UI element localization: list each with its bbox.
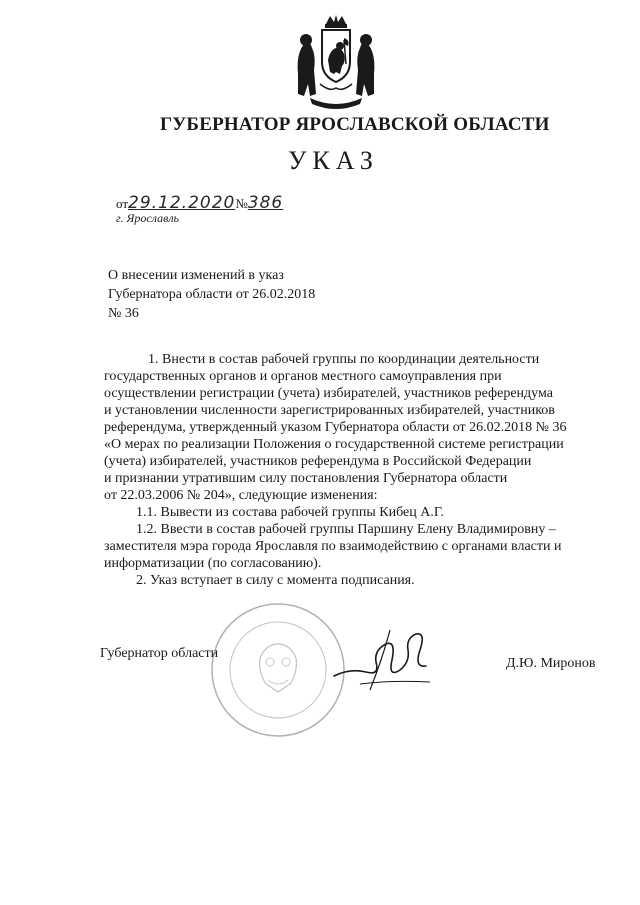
body-line: государственных органов и органов местного самоуправления при — [104, 369, 502, 384]
body-line: 1.1. Вывести из состава рабочей группы Кибец А.Г. — [136, 505, 444, 520]
subject-line: О внесении изменений в указ — [108, 268, 284, 283]
official-seal — [208, 600, 348, 740]
body-line: заместителя мэра города Ярославля по взаимодействию с органами власти и — [104, 539, 562, 554]
decree-body — [104, 351, 612, 589]
body-line: от 22.03.2006 № 204», следующие изменения: — [104, 488, 378, 503]
body-line: информатизации (по согласованию). — [104, 556, 322, 571]
decree-number: 386 — [247, 193, 284, 213]
body-line: «О мерах по реализации Положения о государственной системе регистрации — [104, 437, 564, 452]
decree-subject — [108, 266, 315, 323]
subject-line: Губернатора области от 26.02.2018 — [108, 287, 316, 302]
body-line: 2. Указ вступает в силу с момента подписания. — [136, 573, 415, 588]
number-prefix: № — [235, 196, 248, 211]
subject-line: № 36 — [108, 306, 139, 321]
signatory-title: Губернатор области — [100, 646, 219, 661]
body-line: осуществлении регистрации (учета) избирателей, участников референдума — [104, 386, 553, 401]
registration-line — [116, 193, 283, 213]
body-line: и признании утратившим силу постановления Губернатора области — [104, 471, 508, 486]
handwritten-signature — [330, 620, 440, 700]
body-line: и установлении численности зарегистрированных избирателей, участников — [104, 403, 555, 418]
body-line: референдума, утвержденный указом Губернатора области от 26.02.2018 № 36 — [104, 420, 567, 435]
org-title: ГУБЕРНАТОР ЯРОСЛАВСКОЙ ОБЛАСТИ — [160, 114, 550, 135]
coat-of-arms-emblem — [290, 14, 382, 110]
body-line: (учета) избирателей, участников референдума в Российской Федерации — [104, 454, 532, 469]
city-label: г. Ярославль — [116, 211, 180, 225]
body-line: 1.2. Ввести в состав рабочей группы Паршину Елену Владимировну – — [136, 522, 556, 537]
signatory-name: Д.Ю. Миронов — [506, 656, 596, 671]
document-type: УКАЗ — [288, 146, 379, 175]
body-line: 1. Внести в состав рабочей группы по координации деятельности — [148, 352, 540, 367]
decree-date: 29.12.2020 — [128, 193, 236, 213]
date-prefix: от — [116, 196, 129, 211]
